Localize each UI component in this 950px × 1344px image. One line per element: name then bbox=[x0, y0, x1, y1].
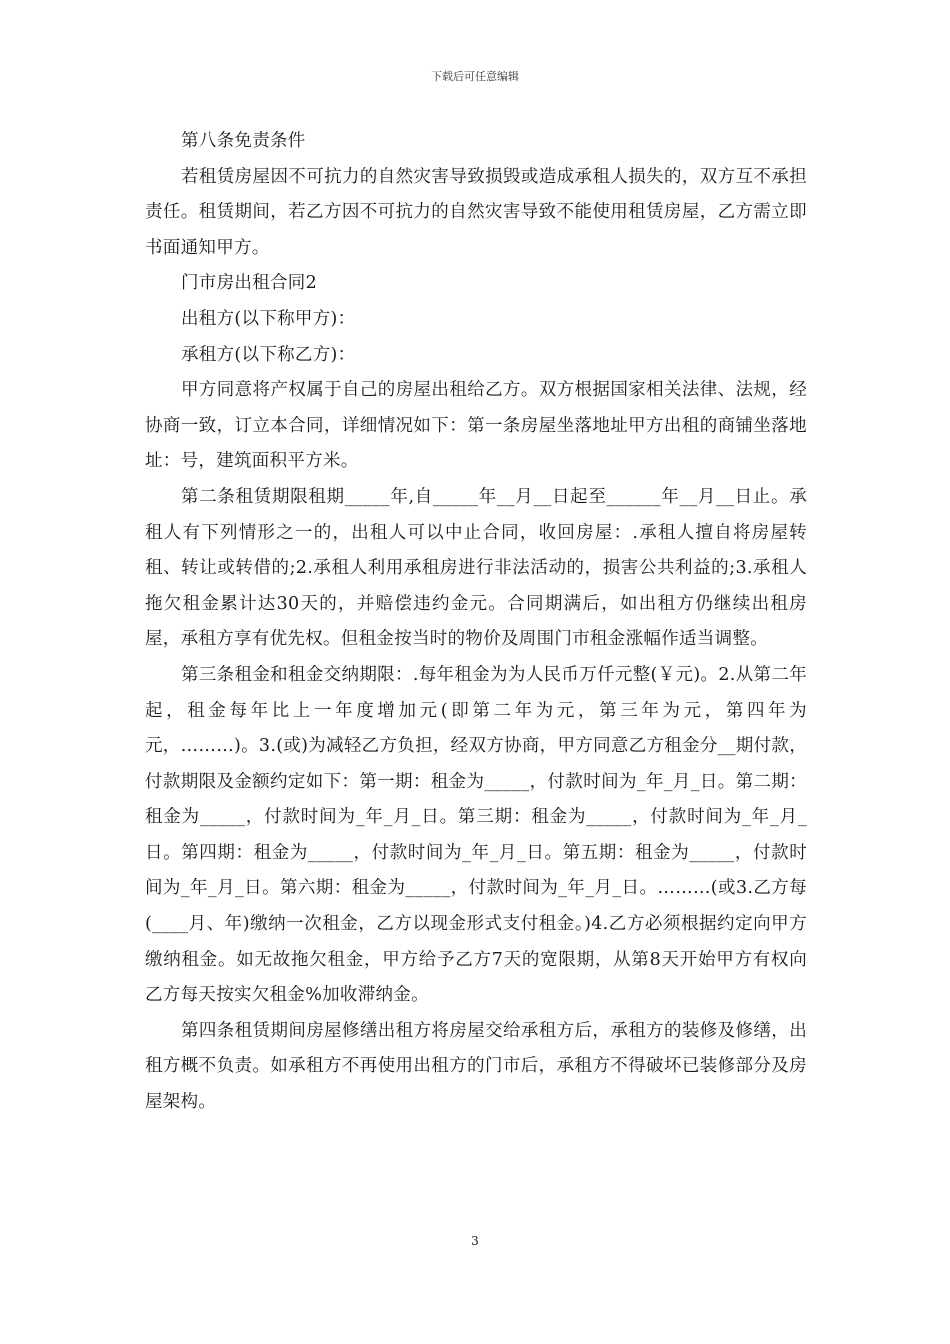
lessee-line: 承租方(以下称乙方)： bbox=[181, 344, 356, 365]
lessor-line: 出租方(以下称甲方)： bbox=[181, 308, 356, 329]
article-3-paragraph: 第三条租金和租金交纳期限：.每年租金为为人民币万仟元整(￥元)。2.从第二年起，租金每年比上一年度增加元(即第二年为元，第三年为元，第四年为元，………)。3.(或)为减轻乙方负担，经双方协商，甲方同意乙方租金分__期付款，付款期限及金额约定如下：第一期：租金为_____，付款时间为_年_月_日。第二期：租金为_____，付款时间为_年_月_日。第三期：租金为_____，付款时间为_年_月_日。第四期：租金为_____，付款时间为_年_月_日。第五期：租金为_____，付款时间为_年_月_日。第六期：租金为_____，付款时间为_年_月_日。………(或3.乙方每(____月、年)缴纳一次租金，乙方以现金形式支付租金。)4.乙方必须根据约定向甲方缴纳租金。如无故拖欠租金，甲方给予乙方7天的宽限期，从第8天开始甲方有权向乙方每天按实欠租金%加收滞纳金。 bbox=[145, 664, 807, 1006]
article-8-heading: 第八条免责条件 bbox=[181, 131, 306, 151]
document-body bbox=[145, 124, 807, 1121]
intro-paragraph: 甲方同意将产权属于自己的房屋出租给乙方。双方根据国家相关法律、法规，经协商一致，订立本合同，详细情况如下：第一条房屋坐落地址甲方出租的商铺坐落地址：号，建筑面积平方米。 bbox=[145, 380, 807, 472]
page-number: 3 bbox=[471, 1234, 479, 1248]
page-header: 下载后可任意编辑 bbox=[431, 70, 519, 83]
article-8-body: 若租赁房屋因不可抗力的自然灾害导致损毁或造成承租人损失的，双方互不承担责任。租赁期间，若乙方因不可抗力的自然灾害导致不能使用租赁房屋，乙方需立即书面通知甲方。 bbox=[145, 166, 807, 258]
contract-title: 门市房出租合同2 bbox=[181, 273, 318, 294]
article-2-paragraph: 第二条租赁期限租期_____年,自_____年__月__日起至______年__月__日止。承租人有下列情形之一的，出租人可以中止合同，收回房屋：.承租人擅自将房屋转租、转让或转借的;2.承租人利用承租房进行非法活动的，损害公共利益的;3.承租人拖欠租金累计达30天的，并赔偿违约金元。合同期满后，如出租方仍继续出租房屋，承租方享有优先权。但租金按当时的物价及周围门市租金涨幅作适当调整。 bbox=[145, 486, 807, 650]
article-4-paragraph: 第四条租赁期间房屋修缮出租方将房屋交给承租方后，承租方的装修及修缮，出租方概不负责。如承租方不再使用出租方的门市后，承租方不得破坏已装修部分及房屋架构。 bbox=[145, 1020, 807, 1113]
